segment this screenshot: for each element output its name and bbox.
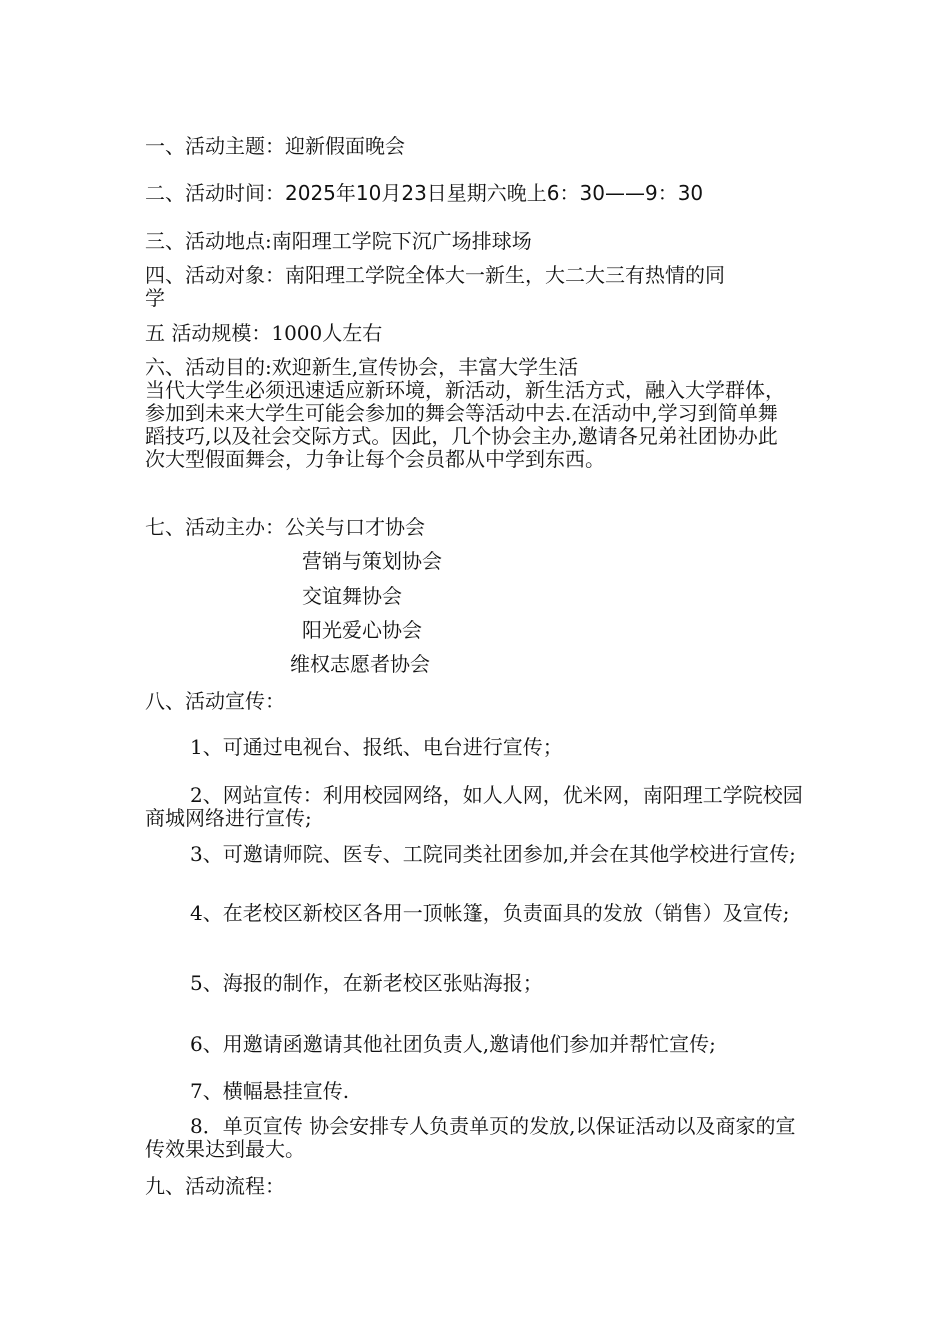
target-line-2: 学 bbox=[145, 286, 165, 310]
organizer-line bbox=[145, 516, 815, 539]
purpose-line: 六、活动目的:欢迎新生,宣传协会，丰富大学生活 bbox=[145, 355, 579, 379]
publicity-item-6: 6、用邀请函邀请其他社团负责人,邀请他们参加并帮忙宣传; bbox=[190, 1032, 716, 1056]
purpose-body: 当代大学生必须迅速适应新环境，新活动，新生活方式，融入大学群体，参加到未来大学生可能会参加的舞会等活动中去.在活动中,学习到简单舞蹈技巧,以及社会交际方式。因此，几个协会主办,邀请各兄弟社团协办此次大型假面舞会，力争让每个会员都从中学到东西。 bbox=[145, 378, 785, 471]
time-line bbox=[145, 182, 815, 205]
publicity-item-3: 3、可邀请师院、医专、工院同类社团参加,并会在其他学校进行宣传; bbox=[190, 842, 796, 866]
flow-label: 九、活动流程： bbox=[145, 1174, 285, 1198]
place-line: 三、活动地点:南阳理工学院下沉广场排球场 bbox=[145, 229, 532, 253]
publicity-item-7: 7、横幅悬挂宣传. bbox=[190, 1079, 350, 1103]
organizer-3: 交谊舞协会 bbox=[302, 584, 402, 608]
organizer-label: 七、活动主办： bbox=[145, 515, 285, 539]
scale-line: 五 活动规模：1000人左右 bbox=[145, 321, 383, 345]
organizer-1: 公关与口才协会 bbox=[285, 515, 425, 539]
publicity-item-5: 5、海报的制作，在新老校区张贴海报； bbox=[190, 971, 543, 995]
theme-line: 一、活动主题：迎新假面晚会 bbox=[145, 134, 405, 158]
publicity-item-1: 1、可通过电视台、报纸、电台进行宣传； bbox=[190, 735, 563, 759]
time-label: 二、活动时间： bbox=[145, 181, 285, 205]
time-value: 2025年10月23日星期六晚上6：30——9：30 bbox=[285, 181, 704, 205]
organizer-4: 阳光爱心协会 bbox=[302, 618, 422, 642]
publicity-item-4: 4、在老校区新校区各用一顶帐篷，负责面具的发放（销售）及宣传; bbox=[190, 901, 790, 925]
publicity-label: 八、活动宣传： bbox=[145, 689, 285, 713]
organizer-5: 维权志愿者协会 bbox=[290, 652, 430, 676]
publicity-item-2: 2、网站宣传：利用校园网络，如人人网，优米网，南阳理工学院校园商城网络进行宣传; bbox=[145, 783, 803, 830]
publicity-item-8: 8．单页宣传 协会安排专人负责单页的发放,以保证活动以及商家的宣传效果达到最大。 bbox=[145, 1114, 796, 1161]
organizer-2: 营销与策划协会 bbox=[302, 549, 442, 573]
target-line-1: 四、活动对象：南阳理工学院全体大一新生，大二大三有热情的同 bbox=[145, 263, 725, 287]
